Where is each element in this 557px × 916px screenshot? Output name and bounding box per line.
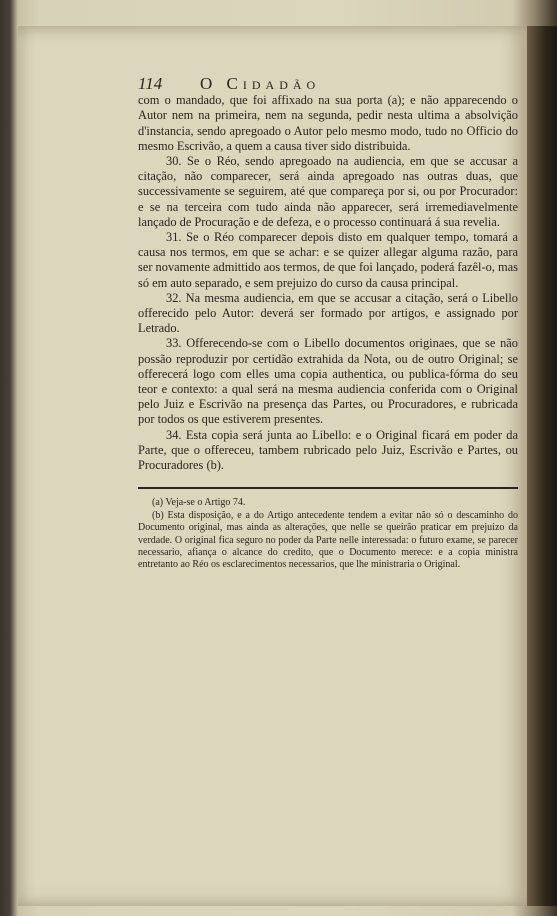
article-31: 31. Se o Réo comparecer depois disto em qualquer tempo, tomará a causa nos termos, em que se achar: e se quizer allegar alguma razão, para ser novamente admittido aos termos, de que foi lançado, poderá fazêl-o, mas só em auto separado, e sem prejuizo do curso da causa principal. xyxy=(138,230,518,290)
book-spine-edge xyxy=(527,26,557,906)
running-head: O Cidadão xyxy=(200,74,321,93)
page-header xyxy=(138,76,518,91)
footnote-a: (a) Veja-se o Artigo 74. xyxy=(152,497,246,509)
article-34: 34. Esta copia será junta ao Libello: e o Original ficará em poder da Parte, que o offereceu, tambem rubricado pelo Juiz, Escrivão e Partes, ou Procuradores (b). xyxy=(138,427,518,473)
article-32: 32. Na mesma audiencia, em que se accusar a citação, será o Libello offerecido pelo Autor: deverá ser formado por artigos, e assignado por Letrado. xyxy=(138,290,518,336)
article-33: 33. Offerecendo-se com o Libello documentos originaes, que se não possão reproduzir por certidão extrahida da Nota, ou de outro Original; se offerecerá logo com elles uma copia authentica, ou publica-fórma do seu teor e contexto: a qual será na mesma audiencia conferida com o Original pelo Juiz e Escrivão na presença das Partes, ou Procuradores, e rubricada por todos os que estiverem presentes. xyxy=(138,336,518,427)
paragraph-continuation: com o mandado, que foi affixado na sua porta (a); e não apparecendo o Autor nem na primeira, nem na segunda, pedir nesta ultima a absolvição d'instancia, sendo apregoado o Autor pelo mesmo modo, tudo no Officio do mesmo Escrivão, a quem a causa tiver sido distribuida. xyxy=(138,93,518,153)
article-30: 30. Se o Réo, sendo apregoado na audiencia, em que se accusar a citação, não comparecer, será ainda apregoado nas outras duas, que successivamente se seguirem, até que compareça por si, ou por Procurador: e se na terceira com tudo ainda não apparecer, será irremediavelmente lançado de Procuração e de defeza, e o processo continuará á sua revelia. xyxy=(138,154,518,229)
footnote-divider xyxy=(138,487,518,489)
footnote-b: (b) Esta disposição, e a do Artigo antecedente tendem a evitar não só o descaminho do Documento original, mas ainda as alterações, que nelle se queirão praticar em prejuizo da verdade. O original fica seguro no poder da Parte nelle interessada: o futuro exame, se parecer necessario, afiança o alcance do credito, que o Documento merece: e a copia ministra entretanto ao Réo os esclarecimentos necessarios, que lhe ministraria o Original. xyxy=(138,509,518,571)
page-text-block xyxy=(138,76,518,572)
footnotes xyxy=(138,497,518,571)
page-number: 114 xyxy=(138,74,163,93)
